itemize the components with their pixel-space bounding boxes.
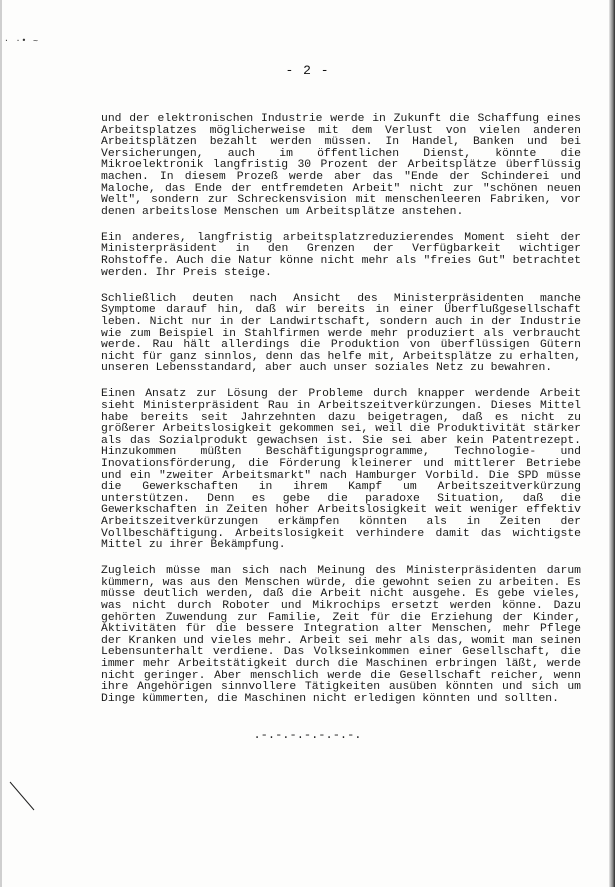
paragraph-1: und der elektronischen Industrie werde in Zukunft die Schaffung eines Arbeitsplatzes möglicherweise mit dem Verlust von vielen anderen Arbeitsplätzen bezahlt werden müssen. In Handel, Banken und bei Versicherungen, auch im öffentlichen Dienst, könnte die Mikroelektronik langfristig 30 Prozent der Arbeitsplätze überflüssig machen. In diesem Prozeß werde aber das "Ende der Schinderei und Maloche, das Ende der entfremdeten Arbeit" nicht zur "schönen neuen Welt", sondern zur Schreckensvision mit menschenleeren Fabriken, vor denen arbeitslose Menschen um Arbeitsplätze anstehen. — [101, 113, 581, 218]
paragraph-2: Ein anderes, langfristig arbeitsplatzreduzierendes Moment sieht der Ministerpräsident in den Grenzen der Verfügbarkeit wichtiger Rohstoffe. Auch die Natur könne nicht mehr als "freies Gut" betrachtet werden. Ihr Preis steige. — [101, 231, 581, 279]
page-right-edge-shadow — [609, 0, 615, 887]
paragraph-5: Zugleich müsse man sich nach Meinung des Ministerpräsidenten darum kümmern, was aus den Menschen würde, die gewohnt seien zu arbeiten. Es müsse deutlich werden, daß die Arbeit nicht ausgehe. Es gebe vieles, was nicht durch Roboter und Mikrochips ersetzt werden könne. Dazu gehörten Zuwendung zur Familie, Zeit für die Erziehung der Kinder, Aktivitäten für die bessere Integration alter Menschen, mehr Pflege der Kranken und vieles mehr. Arbeit sei mehr als das, womit man seinen Lebensunterhalt verdiene. Das Volkseinkommen einer Gesellschaft, die immer mehr Arbeitstätigkeit durch die Maschinen erbringen läßt, werde nicht geringer. Aber menschlich werde die Gesellschaft reicher, wenn ihre Angehörigen sinnvollere Tätigkeiten ausüben könnten und sich um Dinge kümmerten, die Maschinen nicht erledigen könnten und sollten. — [101, 565, 581, 705]
margin-pen-stroke — [8, 780, 38, 820]
paragraph-4: Einen Ansatz zur Lösung der Probleme durch knapper werdende Arbeit sieht Ministerpräsident Rau in Arbeitszeitverkürzungen. Dieses Mittel habe bereits seit Jahrzehnten dazu beigetragen, daß es nicht zu größerer Arbeitslosigkeit gekommen sei, weil die Produktivität stärker als das Sozialprodukt gewachsen ist. Sie sei aber kein Patentrezept. Hinzukommen müßten Beschäftigungsprogramme, Technologie- und Inovationsförderung, die Förderung kleinerer und mittlerer Betriebe und ein "zweiter Arbeitsmarkt" nach Hamburger Vorbild. Die SPD müsse die Gewerkschaften in ihrem Kampf um Arbeitszeitverkürzung unterstützen. Denn es gebe die paradoxe Situation, daß die Gewerkschaften in Zeiten hoher Arbeitslosigkeit weit weniger effektiv Arbeitszeitverkürzungen erkämpfen könnten als in Zeiten der Vollbeschäftigung. Arbeitslosigkeit verhindere damit das wichtigste Mittel zu ihrer Bekämpfung. — [101, 388, 581, 552]
page-left-edge — [0, 0, 2, 887]
page-number: - 2 - — [285, 63, 330, 78]
scan-corner-mark: · ·• ~ — [4, 36, 39, 45]
end-of-text-mark: .-.-.-.-.-.-.-. — [253, 728, 362, 742]
body-text — [101, 114, 581, 720]
paragraph-3: Schließlich deuten nach Ansicht des Ministerpräsidenten manche Symptome darauf hin, daß wir bereits in einer Überflußgesellschaft leben. Nicht nur in der Landwirtschaft, sondern auch in der Industrie wie zum Beispiel in Stahlfirmen werde mehr produziert als verbraucht werde. Rau hält allerdings die Produktion von überflüssigen Gütern nicht für ganz sinnlos, denn das helfe mit, Arbeitsplätze zu erhalten, unseren Lebensstandard, aber auch unser soziales Netz zu bewahren. — [101, 292, 581, 375]
